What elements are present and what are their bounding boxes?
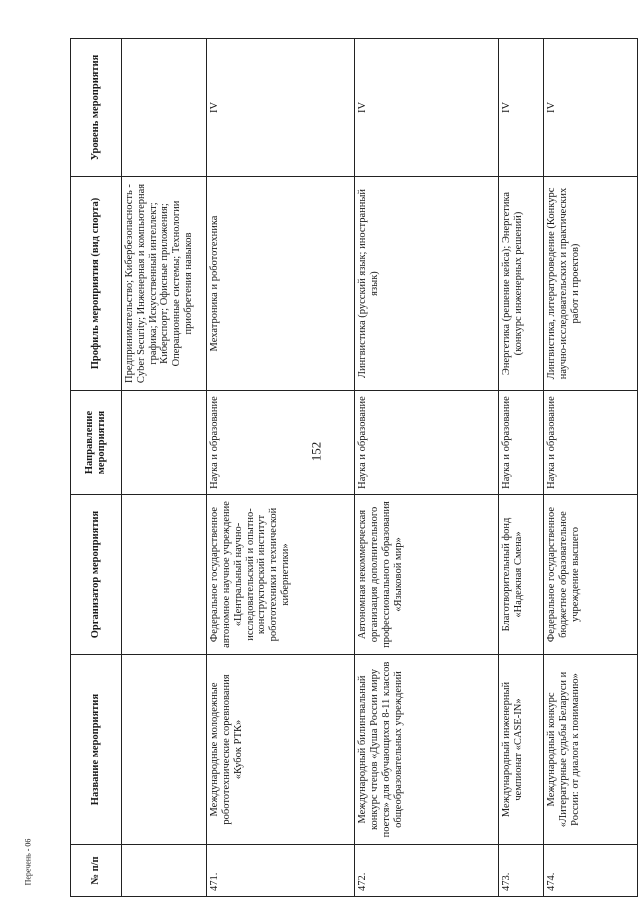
cell-num: 473. (499, 845, 544, 897)
cell-direction: Наука и образование (207, 391, 355, 495)
header-num: № п/п (71, 845, 122, 897)
cell-level: IV (207, 39, 355, 177)
cell-direction: Наука и образование (355, 391, 499, 495)
cell-name: Международный инженерный чемпионат «CASE-IN» (499, 655, 544, 845)
cell-level: IV (355, 39, 499, 177)
cell-name: Международные молодежные робототехнические соревнования «Кубок РТК» (207, 655, 355, 845)
cell-name (122, 655, 207, 845)
rotated-page-content (70, 39, 638, 897)
header-organizer: Организатор мероприятия (71, 495, 122, 655)
cell-level (122, 39, 207, 177)
cell-num: 471. (207, 845, 355, 897)
cell-profile: Мехатроника и робототехника (207, 177, 355, 391)
cell-name: Международный конкурс «Литературные судьбы Беларуси и России: от диалога к пониманию» (544, 655, 638, 845)
header-level: Уровень мероприятия (71, 39, 122, 177)
document-code: Перечень - 06 (23, 838, 33, 886)
cell-name: Международный билингвальный конкурс чтецов «Душа России миру поется» для обучающихся 8-11 классов общеобразовательных учреждений (355, 655, 499, 845)
table-row (122, 39, 207, 897)
header-direction: Направление мероприятия (71, 391, 122, 495)
page-number: 152 (308, 441, 324, 462)
cell-organizer (122, 495, 207, 655)
header-profile: Профиль мероприятия (вид спорта) (71, 177, 122, 391)
cell-num: 472. (355, 845, 499, 897)
cell-organizer: Федеральное государственное автономное научное учреждение «Центральный научно-исследовательский и опытно-конструкторский институт робототехники и технической кибернетики» (207, 495, 355, 655)
cell-level: IV (499, 39, 544, 177)
table-row (499, 39, 544, 897)
cell-profile: Лингвистика (русский язык; иностранный язык) (355, 177, 499, 391)
cell-organizer: Автономная некоммерческая организация дополнительного профессионального образования «Языковой мир» (355, 495, 499, 655)
table-row (207, 39, 355, 897)
cell-organizer: Благотворительный фонд «Надежная Смена» (499, 495, 544, 655)
cell-direction: Наука и образование (499, 391, 544, 495)
cell-profile: Предпринимательство; Кибербезопасность - Cyber Security; Инженерная и компьютерная графика; Искусственный интеллект; Киберспорт; Офисные приложения; Операционные системы; Технологии приобретения навыков (122, 177, 207, 391)
table-row (355, 39, 499, 897)
cell-organizer: Федеральное государственное бюджетное образовательное учреждение высшего (544, 495, 638, 655)
cell-level: IV (544, 39, 638, 177)
cell-profile: Энергетика (решение кейса); Энергетика (конкурс инженерных решений) (499, 177, 544, 391)
table-row (544, 39, 638, 897)
cell-direction: Наука и образование (544, 391, 638, 495)
table-header-row (71, 39, 122, 897)
cell-profile: Лингвистика, литературоведение (Конкурс научно-исследовательских и практических работ и проектов) (544, 177, 638, 391)
cell-num: 474. (544, 845, 638, 897)
header-name: Название мероприятия (71, 655, 122, 845)
events-table (70, 38, 638, 897)
cell-num (122, 845, 207, 897)
cell-direction (122, 391, 207, 495)
